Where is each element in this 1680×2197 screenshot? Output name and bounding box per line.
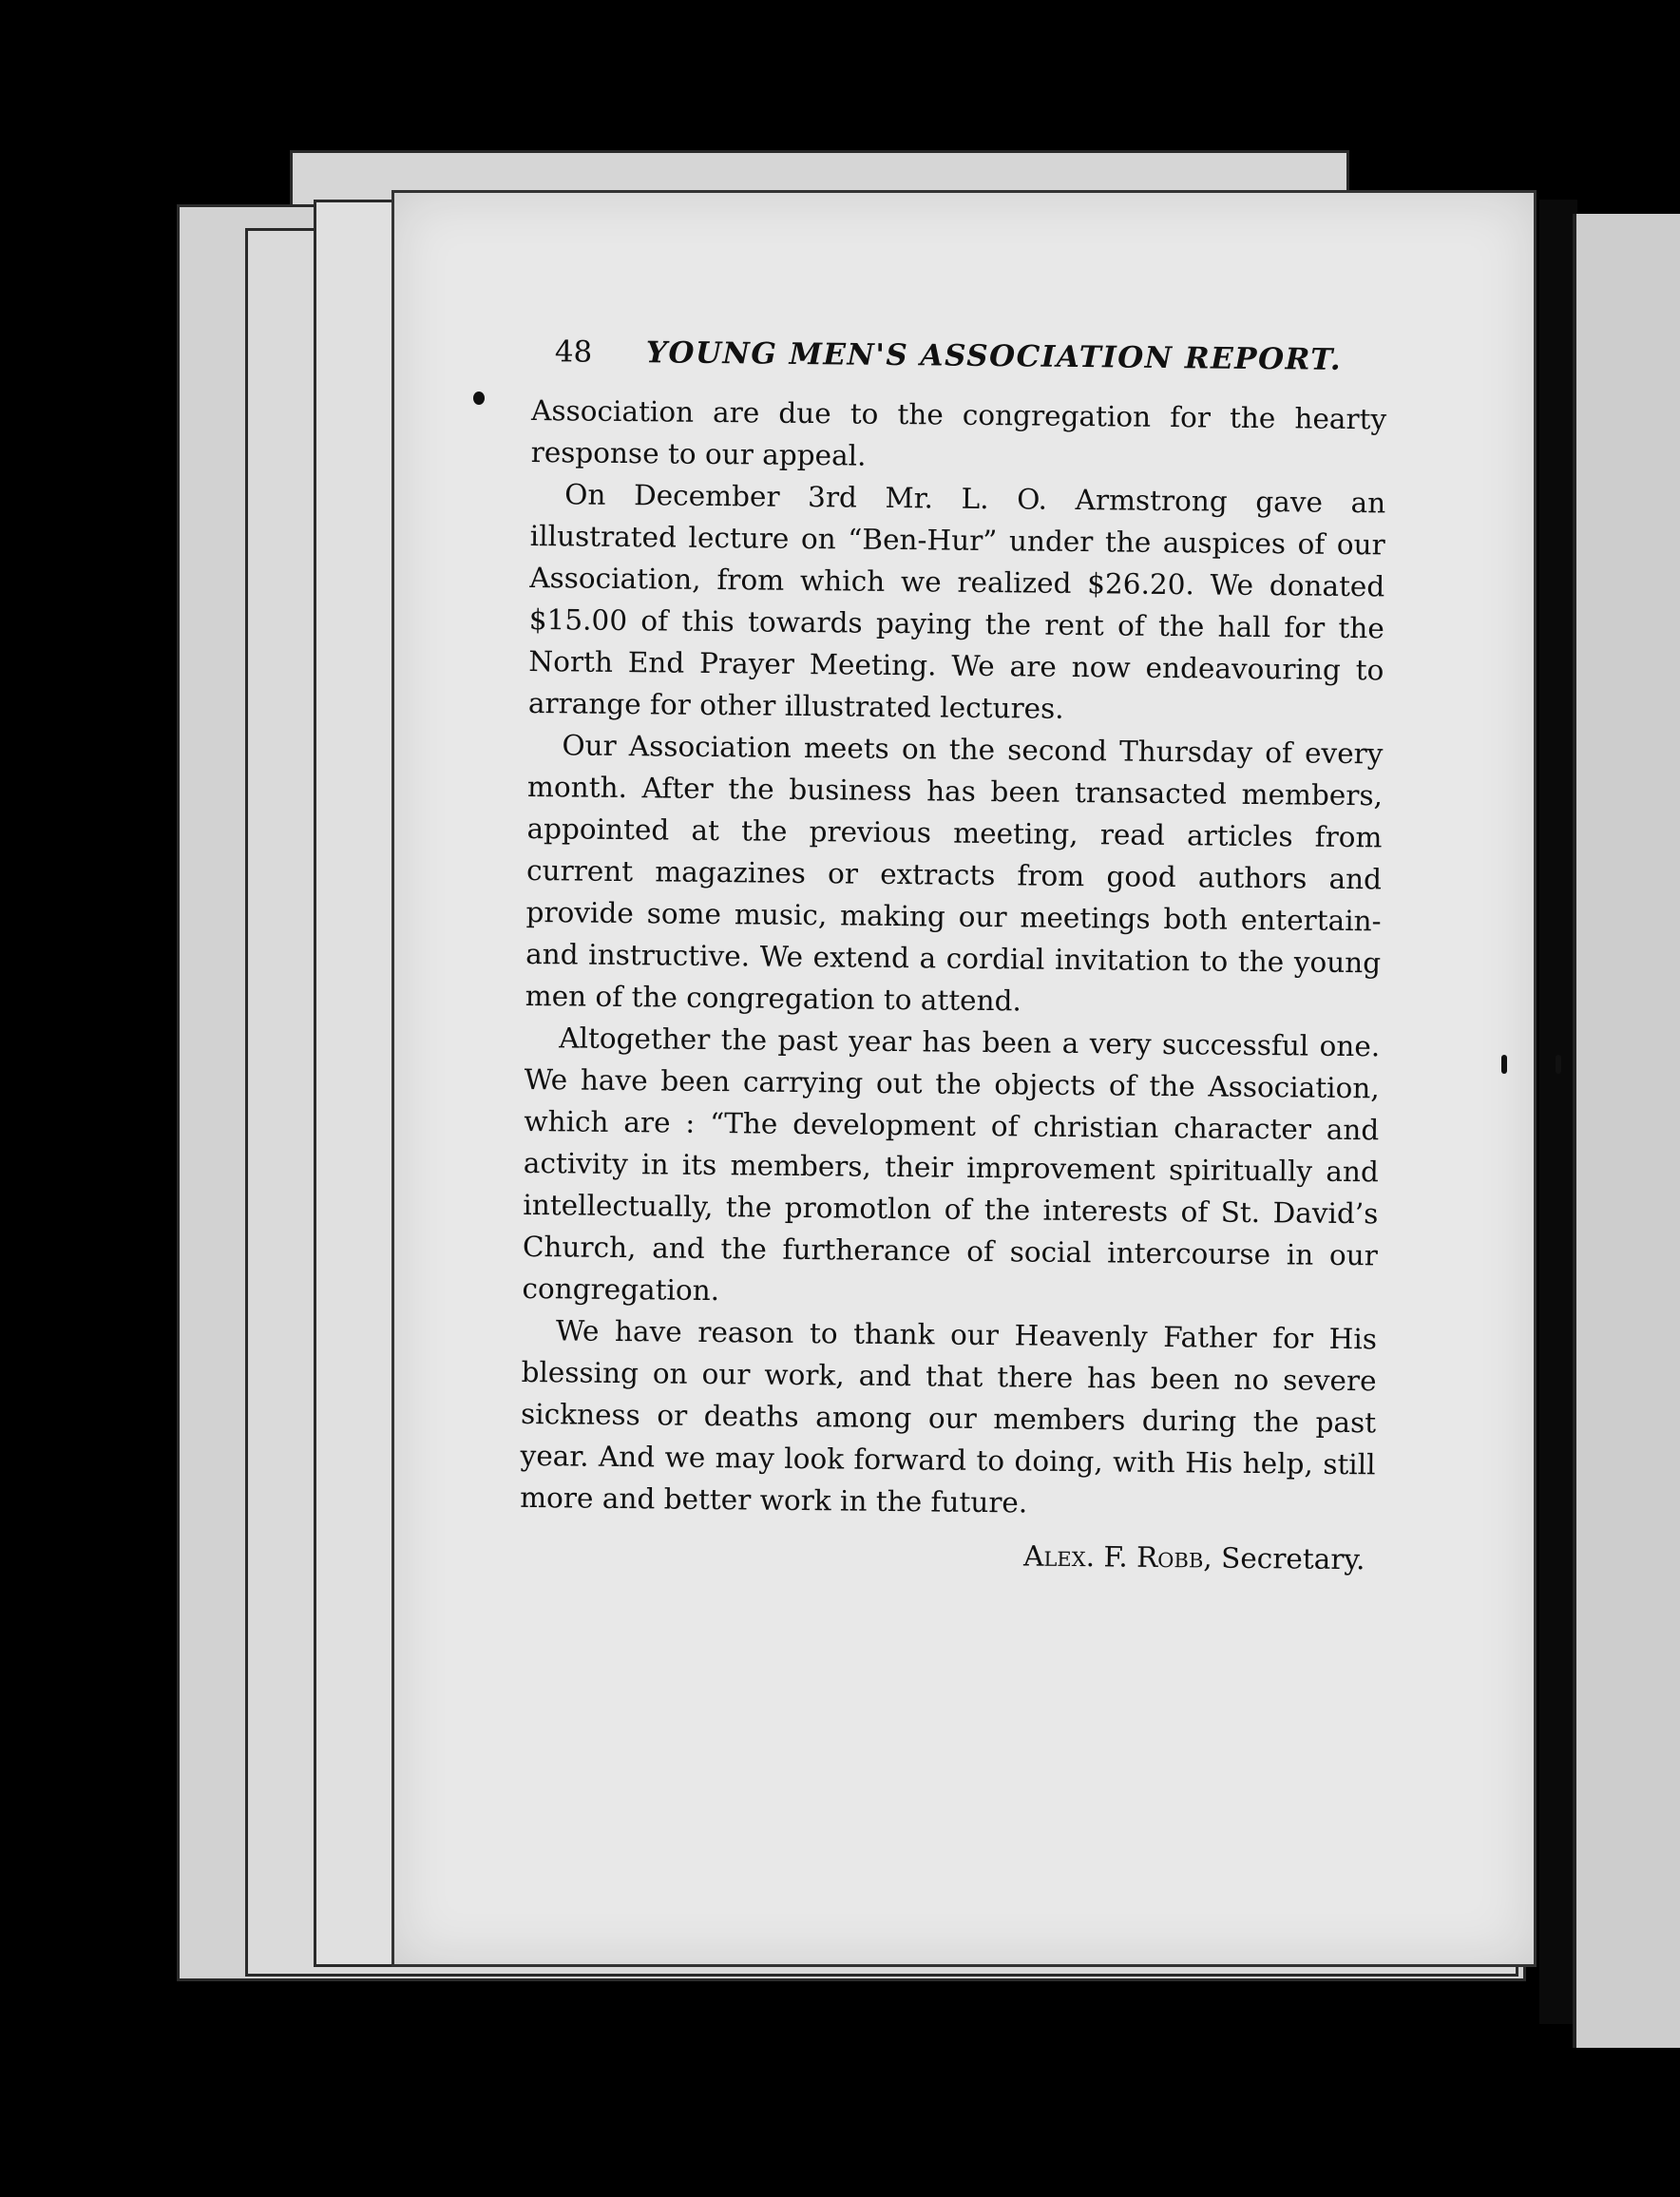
ink-spot <box>1501 1055 1507 1074</box>
paragraph-continuation: Association are due to the congregation for the hearty response to our appeal. <box>530 393 1387 472</box>
paragraph-objects: Altogether the past year has been a very successful one. We have been carrying out the objects of the Association, which are : “The development of christian character and activity in its members, their improvement spiritually and intellectually, the promotlon of the interests of St. David’s Church, and the furtherance of social intercourse in our congregation. <box>522 1022 1381 1308</box>
page-number: 48 <box>554 334 593 370</box>
paragraph-thanks: We have reason to thank our Heavenly Father for His blessing on our work, and that there has been no severe sickness or deaths among our members during the past year. And we may look forward to doing, with His help, still more and better work in the future. <box>520 1314 1378 1519</box>
signature-line <box>519 1530 1374 1580</box>
ink-spot <box>1556 1055 1561 1074</box>
book-gutter <box>1539 200 1577 2024</box>
paragraph-lecture: On December 3rd Mr. L. O. Armstrong gave an illustrated lecture on “Ben-Hur” under the auspices of our Association, from which we realized $26.20. We donated $15.00 of this towards paying the rent of the hall for the North End Prayer Meeting. We are now endeavouring to arrange for other illustrated lectures. <box>527 478 1386 725</box>
ink-spot <box>473 392 485 405</box>
page-text <box>519 334 1387 1580</box>
paragraph-meetings: Our Association meets on the second Thursday of every month. After the business has been transacted members, appointed at the previous meeting, read articles from current magazines or extracts from good authors and provide some music, making our meetings both entertain- and instructive. We extend a cordial invitation to the young men of the congregation to attend. <box>525 729 1384 1018</box>
signature-title: , Secretary. <box>1203 1541 1365 1576</box>
running-title: YOUNG MEN'S ASSOCIATION REPORT. <box>645 335 1343 377</box>
signature-name: Alex. F. Robb <box>1022 1539 1204 1575</box>
facing-page-edge <box>1573 214 1680 2048</box>
